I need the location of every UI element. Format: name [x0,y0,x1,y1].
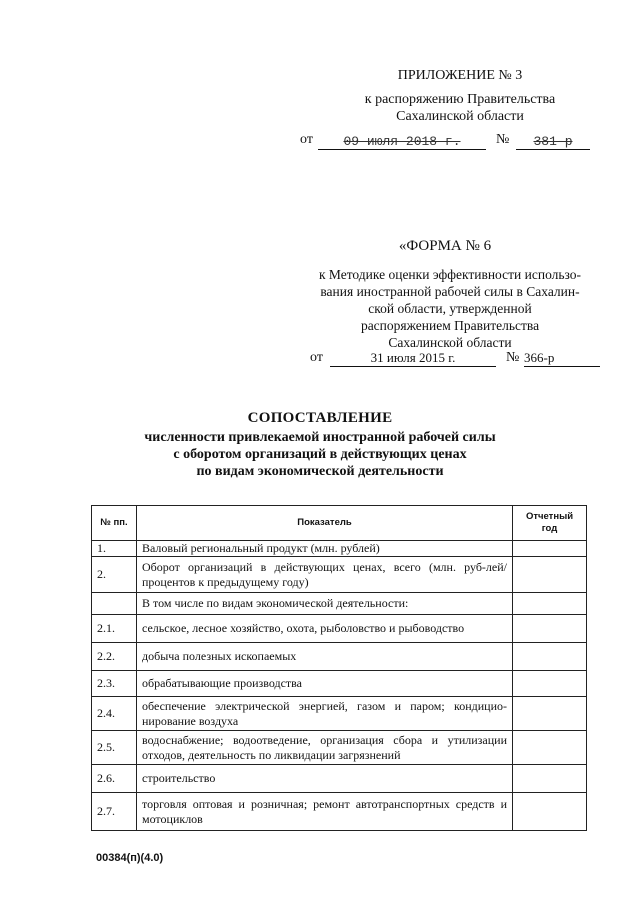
row-indicator: Валовый региональный продукт (млн. рублей) [137,541,513,557]
form-line-3: ской области, утвержденной [368,301,532,316]
row-number: 2.2. [92,643,137,671]
appendix-date: 09 июля 2018 г. [318,134,486,150]
appendix-number-label: № [496,132,510,147]
table-row [92,731,587,765]
appendix-date-number-row [300,132,600,152]
form-line-2: вания иностранной рабочей силы в Сахалин- [320,284,580,299]
header-indicator: Показатель [137,506,513,541]
row-number [92,593,137,615]
row-value [513,615,587,643]
heading-title: СОПОСТАВЛЕНИЕ [247,410,393,426]
row-value [513,793,587,831]
row-indicator: сельское, лесное хозяйство, охота, рыболовство и рыбоводство [137,615,513,643]
row-value [513,557,587,593]
form-date: 31 июля 2015 г. [330,350,496,367]
appendix-title: ПРИЛОЖЕНИЕ № 3 [397,68,523,83]
form-from-label: от [310,350,323,365]
row-value [513,731,587,765]
appendix-reference-line-2: Сахалинской области [396,109,524,124]
row-number: 1. [92,541,137,557]
table-row [92,671,587,697]
row-indicator: В том числе по видам экономической деятельности: [137,593,513,615]
row-value [513,671,587,697]
row-number: 2.6. [92,765,137,793]
row-indicator: торговля оптовая и розничная; ремонт автотранспортных средств и мотоциклов [137,793,513,831]
table-row [92,793,587,831]
table-row [92,541,587,557]
appendix-reference-line-1: к распоряжению Правительства [364,92,556,107]
row-value [513,643,587,671]
heading-line-1: численности привлекаемой иностранной рабочей силы [144,430,496,445]
row-number: 2.3. [92,671,137,697]
form-number: 366-р [524,350,600,367]
comparison-table [91,505,587,831]
header-number: № пп. [92,506,137,541]
heading-line-2: с оборотом организаций в действующих ценах [173,447,467,462]
header-year: Отчетный год [513,506,587,541]
row-value [513,541,587,557]
row-indicator: обеспечение электрической энергией, газом и паром; кондицио-нирование воздуха [137,697,513,731]
appendix-from-label: от [300,132,313,147]
form-title: «ФОРМА № 6 [398,238,492,254]
row-number: 2.5. [92,731,137,765]
row-number: 2.1. [92,615,137,643]
row-indicator: Оборот организаций в действующих ценах, всего (млн. руб-лей/процентов к предыдущему году) [137,557,513,593]
form-line-5: Сахалинской области [388,335,512,350]
row-indicator: водоснабжение; водоотведение, организация сбора и утилизации отходов, деятельность по ликвидации загрязнений [137,731,513,765]
table-row [92,615,587,643]
heading-line-3: по видам экономической деятельности [196,464,444,479]
row-value [513,593,587,615]
table-row [92,557,587,593]
form-number-label: № [506,350,520,365]
form-date-number-row [310,350,610,370]
footer-document-code: 00384(п)(4.0) [96,852,164,864]
row-value [513,697,587,731]
form-line-1: к Методике оценки эффективности использо- [318,267,582,282]
form-line-4: распоряжением Правительства [360,318,540,333]
row-indicator: обрабатывающие производства [137,671,513,697]
row-indicator: строительство [137,765,513,793]
table-header-row [92,506,587,541]
appendix-number: 381-р [516,134,590,150]
row-number: 2.7. [92,793,137,831]
table-row [92,697,587,731]
table-row [92,765,587,793]
table-row [92,593,587,615]
row-value [513,765,587,793]
row-number: 2. [92,557,137,593]
table-row [92,643,587,671]
row-indicator: добыча полезных ископаемых [137,643,513,671]
row-number: 2.4. [92,697,137,731]
